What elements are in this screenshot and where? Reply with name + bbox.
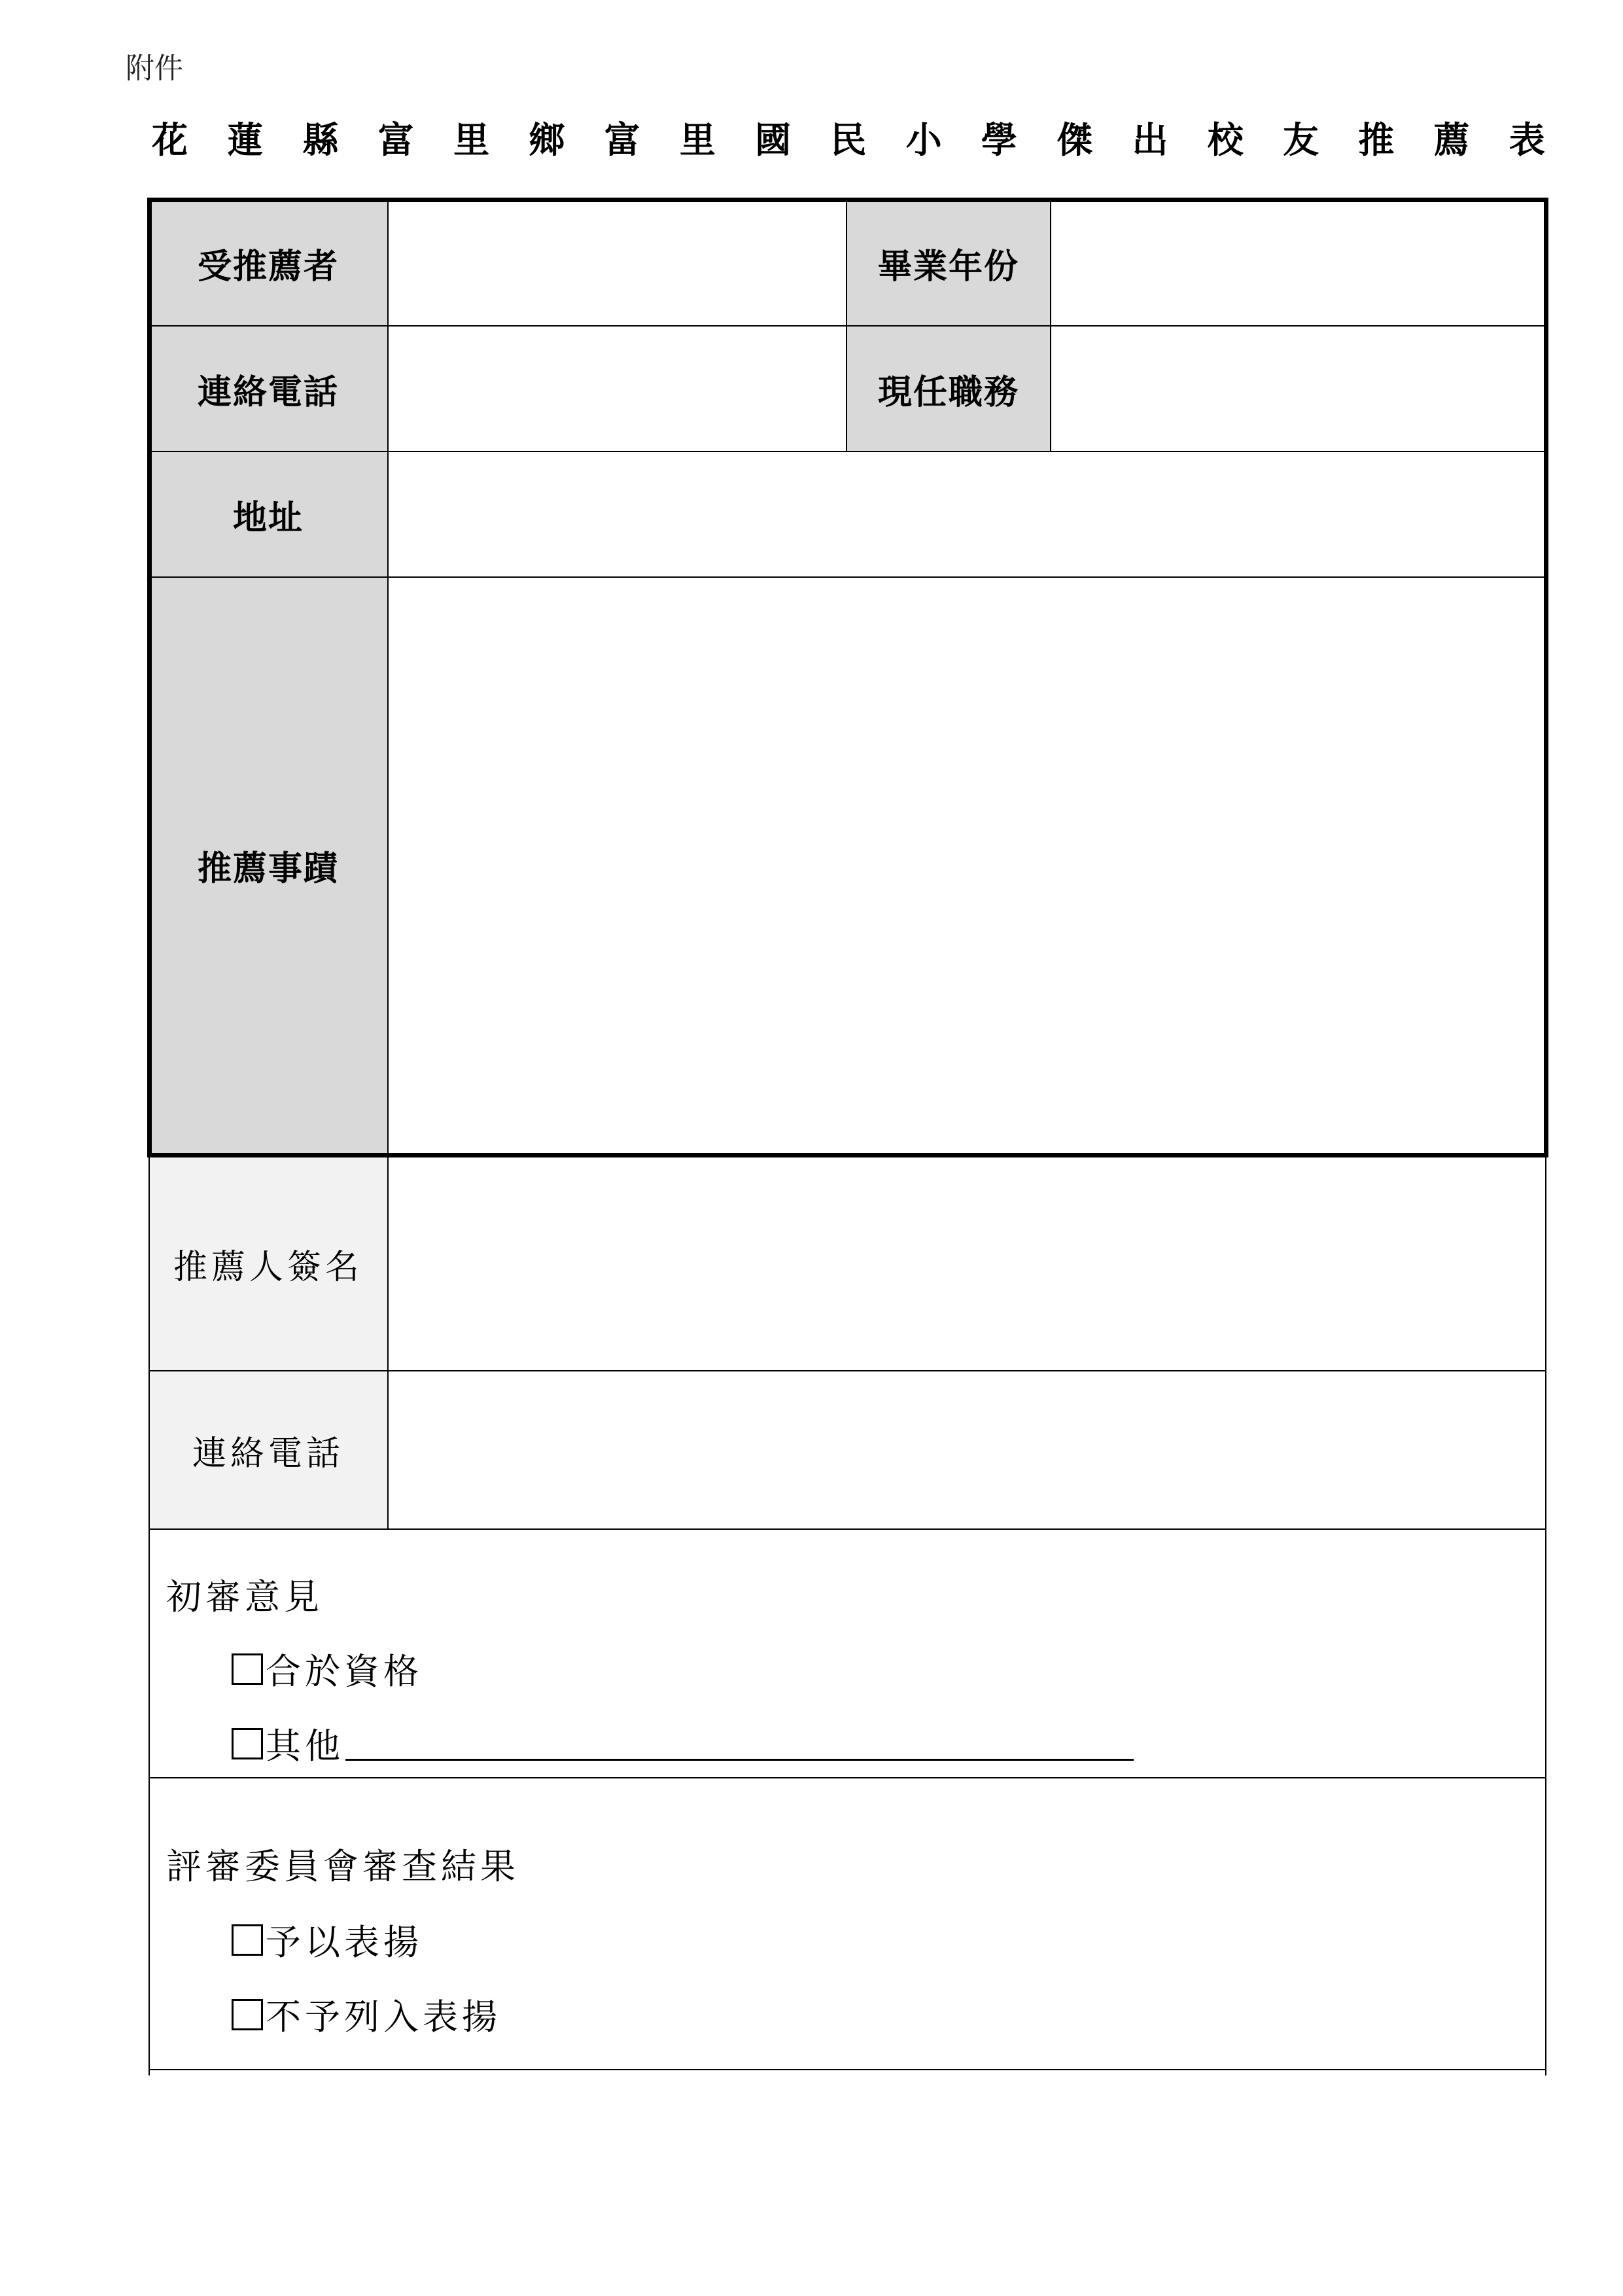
deeds-field[interactable] [389,578,1542,1152]
option-other[interactable] [232,1718,1134,1769]
row-divider [148,1528,1546,1530]
title-char: 鄉 [529,118,565,161]
column-divider [846,200,847,451]
option-qualified[interactable] [232,1644,423,1694]
option-commend-label: 予以表揚 [266,1922,423,1963]
committee-review-title: 評審委員會審查結果 [166,1846,519,1887]
title-char: 校 [1207,118,1244,161]
title-char: 出 [1132,118,1168,161]
outer-border-right [1544,198,1548,1157]
page-title [152,118,1545,161]
title-char: 富 [604,118,640,161]
checkbox[interactable] [232,1728,263,1759]
title-char: 薦 [1433,118,1470,161]
recommender-phone-field[interactable] [389,1371,1546,1528]
row-divider [150,576,1546,578]
column-divider [387,1157,389,1529]
title-char: 縣 [302,118,339,161]
checkbox[interactable] [232,1653,263,1685]
checkbox[interactable] [232,1999,263,2030]
current-position-field[interactable] [1051,327,1542,450]
other-reason-line[interactable] [345,1726,1134,1761]
address-field[interactable] [389,453,1542,576]
title-char: 小 [905,118,942,161]
address-label-text: 地址 [232,497,304,538]
column-divider [1050,200,1051,451]
option-not-commend[interactable] [232,1989,501,2040]
graduation-year-label-text: 畢業年份 [877,246,1019,287]
column-divider [387,200,389,1154]
outer-border-bottom [147,1153,1548,1157]
recommender-signature-label-text: 推薦人簽名 [173,1247,363,1287]
option-other-label: 其他 [266,1725,344,1767]
attachment-label: 附件 [126,52,183,85]
outer-border-left [147,198,152,1157]
title-char: 里 [453,118,490,161]
title-char: 民 [830,118,867,161]
nominee-field[interactable] [389,202,846,325]
row-divider [150,451,1546,452]
option-commend[interactable] [232,1915,423,1965]
title-char: 推 [1358,118,1395,161]
recommender-signature-field[interactable] [389,1157,1546,1370]
graduation-year-label [847,200,1050,326]
address-label [149,451,387,577]
row-divider [148,1777,1546,1778]
outer-border-top [147,198,1548,202]
title-char: 學 [981,118,1017,161]
title-char: 國 [755,118,792,161]
title-char: 表 [1509,118,1545,161]
phone-label [149,326,387,451]
deeds-label [149,577,387,1153]
row-divider [150,325,1546,327]
graduation-year-field[interactable] [1051,202,1542,325]
option-not-commend-label: 不予列入表揚 [266,1996,501,2038]
row-divider [148,1370,1546,1371]
nominee-label-text: 受推薦者 [197,246,339,287]
lower-border-left [148,1157,150,2075]
phone-field[interactable] [389,327,846,450]
current-position-label [847,326,1050,451]
title-char: 富 [377,118,414,161]
nominee-label [149,200,387,326]
initial-review-title: 初審意見 [166,1576,323,1617]
option-qualified-label: 合於資格 [266,1651,423,1692]
deeds-label-text: 推薦事蹟 [197,848,339,889]
recommender-phone-label [149,1371,387,1528]
lower-border-right [1545,1157,1546,2075]
title-char: 里 [679,118,716,161]
phone-label-text: 連絡電話 [197,372,339,412]
checkbox[interactable] [232,1924,263,1956]
title-char: 花 [152,118,188,161]
recommender-phone-label-text: 連絡電話 [192,1434,344,1474]
title-char: 傑 [1056,118,1093,161]
current-position-label-text: 現任職務 [877,372,1019,412]
recommender-signature-label [149,1157,387,1370]
title-char: 蓮 [227,118,264,161]
title-char: 友 [1282,118,1319,161]
lower-border-bottom [148,2069,1546,2070]
